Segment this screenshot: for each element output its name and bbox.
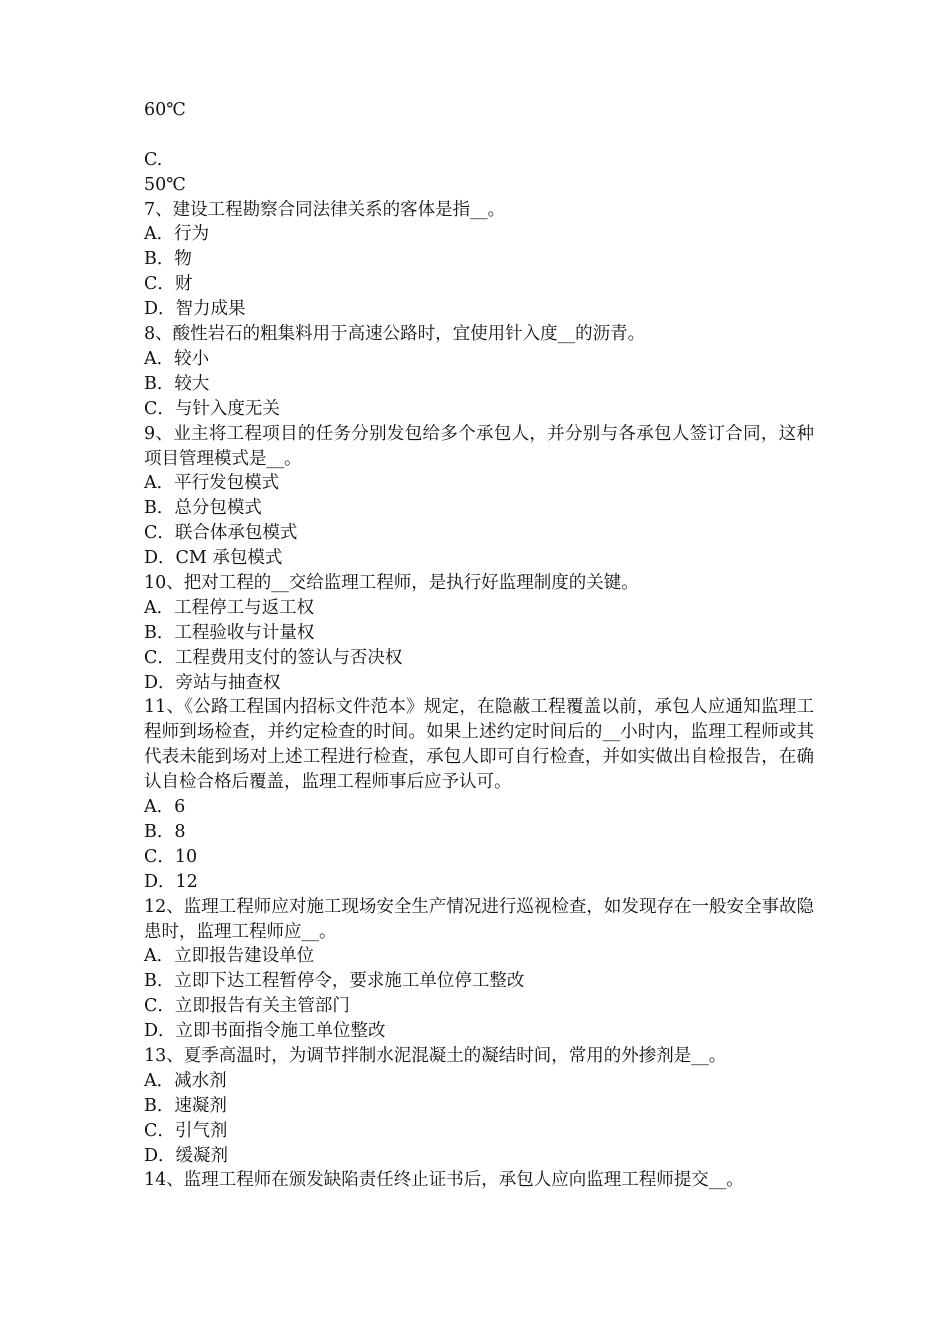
- question-10: 10、把对工程的__交给监理工程师，是执行好监理制度的关键。: [144, 572, 639, 593]
- question-7-option-b: B．物: [144, 249, 192, 270]
- option-label-c: C.: [144, 149, 163, 170]
- question-8-option-a: A．较小: [144, 348, 210, 369]
- question-14: 14、监理工程师在颁发缺陷责任终止证书后，承包人应向监理工程师提交__。: [144, 1170, 744, 1191]
- question-11-option-b: B．8: [144, 821, 186, 842]
- option-temperature-50: 50℃: [144, 174, 186, 195]
- question-13: 13、夏季高温时，为调节拌制水泥混凝土的凝结时间，常用的外掺剂是__。: [144, 1046, 727, 1067]
- question-7-option-a: A．行为: [144, 224, 210, 245]
- option-temperature-60: 60℃: [144, 100, 186, 120]
- question-13-option-c: C．引气剂: [144, 1120, 228, 1141]
- question-12-option-d: D．立即书面指令施工单位整改: [144, 1021, 386, 1042]
- question-8-option-b: B．较大: [144, 373, 210, 394]
- question-10-option-c: C．工程费用支付的签认与否决权: [144, 647, 403, 668]
- question-8: 8、酸性岩石的粗集料用于高速公路时，宜使用针入度__的沥青。: [144, 324, 646, 345]
- question-10-option-a: A．工程停工与返工权: [144, 597, 315, 618]
- question-7: 7、建设工程勘察合同法律关系的客体是指__。: [144, 199, 506, 220]
- question-9-option-d: D．CM 承包模式: [144, 548, 283, 569]
- question-12-option-c: C．立即报告有关主管部门: [144, 996, 350, 1017]
- question-9: 9、业主将工程项目的任务分别发包给多个承包人，并分别与各承包人签订合同，这种项目管理模式是__。: [144, 423, 814, 469]
- question-10-option-b: B．工程验收与计量权: [144, 622, 315, 643]
- question-13-option-b: B．速凝剂: [144, 1095, 227, 1116]
- question-13-option-a: A．减水剂: [144, 1070, 227, 1091]
- question-9-option-b: B．总分包模式: [144, 498, 262, 519]
- question-9-option-c: C．联合体承包模式: [144, 523, 298, 544]
- question-13-option-d: D．缓凝剂: [144, 1145, 229, 1166]
- question-7-option-c: C．财: [144, 274, 193, 295]
- question-11-option-d: D．12: [144, 871, 198, 892]
- question-12-option-b: B．立即下达工程暂停令，要求施工单位停工整改: [144, 971, 525, 992]
- question-9-option-a: A．平行发包模式: [144, 473, 280, 494]
- question-10-option-d: D．旁站与抽查权: [144, 672, 281, 693]
- blank-line: [144, 123, 814, 148]
- question-11: 11、《公路工程国内招标文件范本》规定，在隐蔽工程覆盖以前，承包人应通知监理工程师到场检查，并约定检查的时间。如果上述约定时间后的__小时内，监理工程师或其代表未能到场对上述工程进行检查，承包人即可自行检查，并如实做出自检报告，在确认自检合格后覆盖，监理工程师事后应予认可。: [144, 697, 814, 793]
- question-11-option-a: A．6: [144, 797, 186, 818]
- question-7-option-d: D．智力成果: [144, 299, 246, 320]
- question-8-option-c: C．与针入度无关: [144, 398, 280, 419]
- document-content: [144, 98, 814, 1193]
- question-11-option-c: C．10: [144, 846, 198, 867]
- question-12: 12、监理工程师应对施工现场安全生产情况进行巡视检查，如发现存在一般安全事故隐患时，监理工程师应__。: [144, 896, 814, 942]
- question-12-option-a: A．立即报告建设单位: [144, 946, 315, 967]
